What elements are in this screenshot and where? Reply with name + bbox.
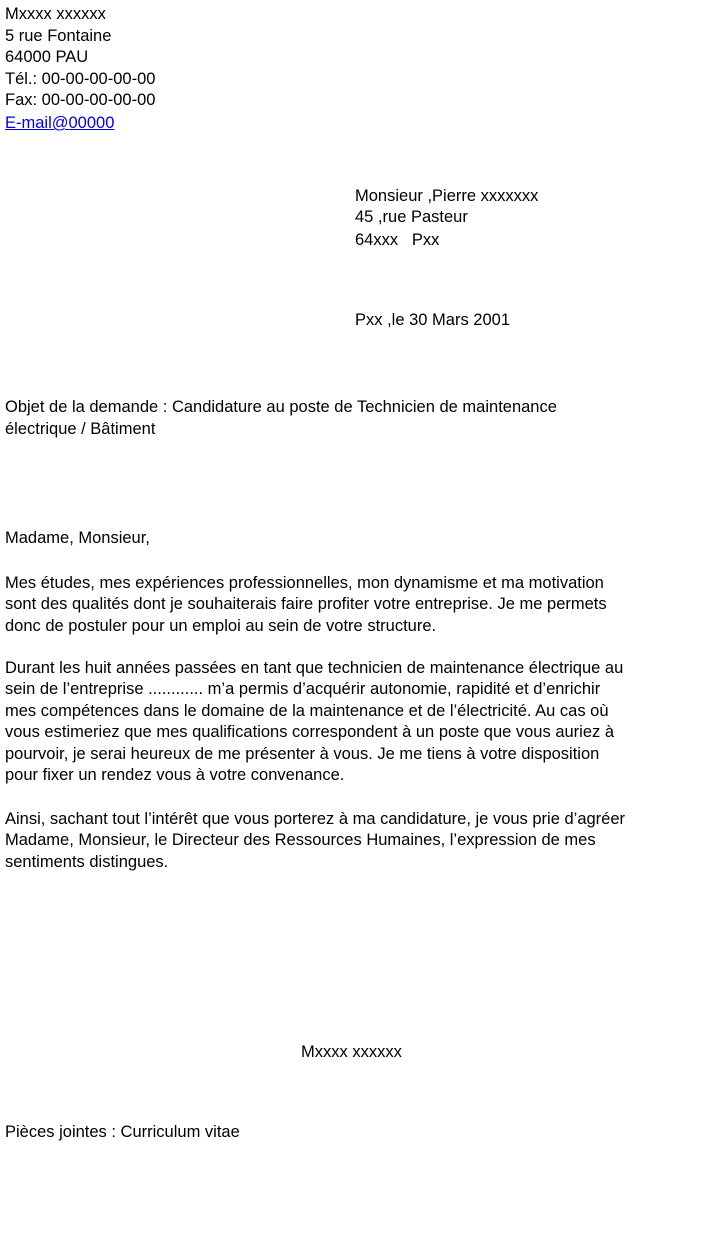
paragraph-text: Mes études, mes expériences professionnelles, mon dynamisme et ma motivation sont des qualités dont je souhaiterais faire profiter votre entreprise. Je me permets donc de postuler pour un emploi au sein de votre structure. bbox=[5, 574, 607, 635]
paragraph-3 bbox=[5, 809, 715, 873]
salutation: Madame, Monsieur, bbox=[5, 529, 150, 547]
paragraph-2 bbox=[5, 658, 715, 786]
paragraph-text: Ainsi, sachant tout l’intérêt que vous porterez à ma candidature, je vous prie d’agréer Madame, Monsieur, le Directeur des Ressources Humaines, l’expression de mes sentiments distingues. bbox=[5, 810, 626, 871]
attachments: Pièces jointes : Curriculum vitae bbox=[5, 1123, 240, 1141]
recipient-name: Monsieur ,Pierre xxxxxxx bbox=[355, 187, 539, 205]
paragraph-text: Durant les huit années passées en tant que technicien de maintenance électrique au sein de l’entreprise ............ m’a permis d’acquérir autonomie, rapidité et d’enrichir mes compétences dans le domaine de la maintenance et de l’électricité. Au cas où vous estimeriez que mes qualifications correspondent à un poste que vous auriez à pourvoir, je serai heureux de me présenter à vous. Je me tiens à votre disposition pour fixer un rendez vous à votre convenance. bbox=[5, 659, 624, 785]
subject bbox=[5, 396, 715, 440]
subject-text: Objet de la demande : Candidature au poste de Technicien de maintenance électrique / Bâtiment bbox=[5, 398, 557, 438]
recipient-city: 64xxx Pxx bbox=[355, 231, 440, 249]
paragraph-1 bbox=[5, 573, 715, 637]
sender-email-link[interactable]: E-mail@00000 bbox=[5, 114, 115, 132]
sender-street: 5 rue Fontaine bbox=[5, 27, 112, 45]
sender-phone: Tél.: 00-00-00-00-00 bbox=[5, 70, 156, 88]
sender-name: Mxxxx xxxxxx bbox=[5, 5, 106, 23]
date-line: Pxx ,le 30 Mars 2001 bbox=[355, 311, 510, 329]
signature: Mxxxx xxxxxx bbox=[301, 1043, 402, 1061]
recipient-street: 45 ,rue Pasteur bbox=[355, 208, 468, 226]
sender-fax: Fax: 00-00-00-00-00 bbox=[5, 91, 156, 109]
sender-city: 64000 PAU bbox=[5, 48, 89, 66]
